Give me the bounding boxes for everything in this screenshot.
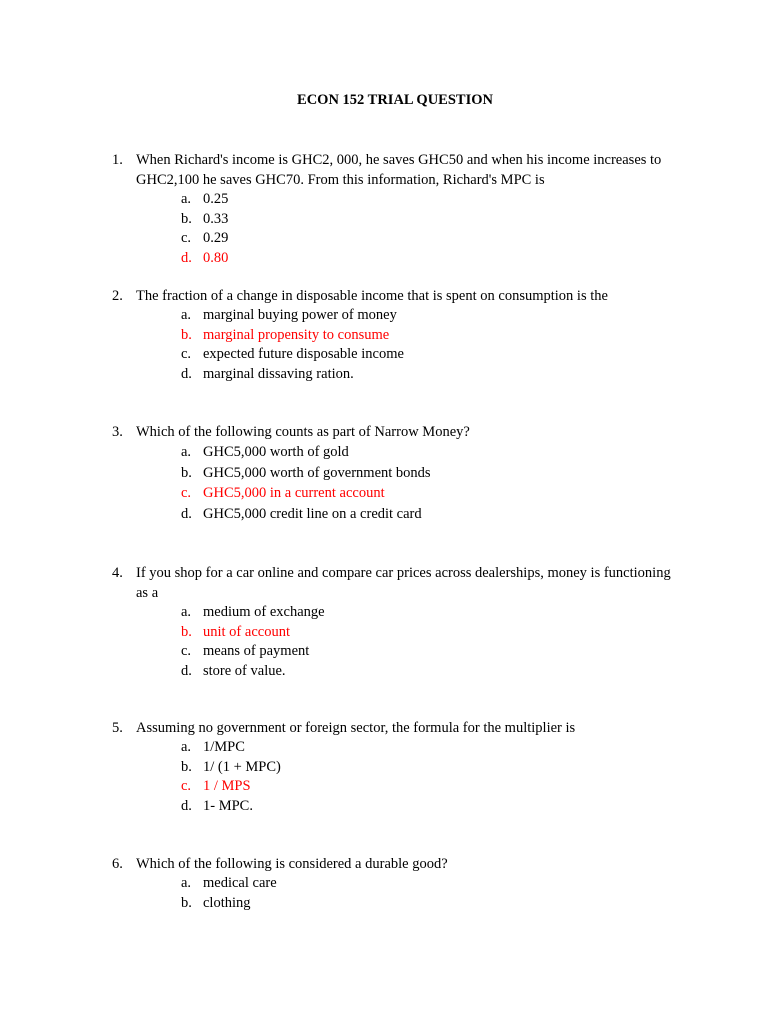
option-d [181, 797, 672, 817]
option-d-correct [181, 249, 672, 269]
question-text: Which of the following counts as part of Narrow Money? [136, 424, 470, 440]
question-stem [112, 286, 672, 306]
option-letter: a. [181, 307, 192, 323]
option-a [181, 603, 672, 623]
option-letter: a. [181, 739, 192, 755]
option-c [181, 642, 672, 662]
option-b [181, 463, 672, 484]
option-text: 0.25 [203, 191, 229, 207]
option-b-correct [181, 623, 672, 643]
option-text: 0.80 [203, 249, 229, 266]
option-c-correct [181, 483, 672, 504]
question-1 [112, 150, 672, 268]
option-c [181, 229, 672, 249]
option-text: 1- MPC. [203, 797, 253, 814]
option-a [181, 190, 672, 210]
option-b [181, 210, 672, 230]
option-letter: b. [181, 464, 192, 481]
option-text: 0.29 [203, 230, 229, 246]
question-stem [112, 150, 672, 190]
question-number: 1. [112, 152, 123, 168]
option-letter: a. [181, 604, 192, 620]
option-c-correct [181, 777, 672, 797]
option-d [181, 365, 672, 385]
question-stem [112, 718, 672, 738]
option-letter: b. [181, 894, 192, 911]
option-text: marginal propensity to consume [203, 326, 390, 343]
question-text: The fraction of a change in disposable income that is spent on consumption is the [136, 288, 608, 304]
option-letter: d. [181, 662, 192, 679]
option-text: medium of exchange [203, 604, 325, 620]
option-a [181, 442, 672, 463]
option-letter: b. [181, 758, 192, 775]
option-text: 0.33 [203, 210, 229, 227]
option-b [181, 894, 672, 914]
option-letter: b. [181, 210, 192, 227]
option-letter: c. [181, 485, 192, 501]
option-c [181, 345, 672, 365]
question-number: 4. [112, 565, 123, 581]
option-a [181, 306, 672, 326]
option-b [181, 758, 672, 778]
option-letter: d. [181, 797, 192, 814]
option-text: means of payment [203, 643, 310, 659]
option-text: medical care [203, 875, 277, 891]
option-text: GHC5,000 worth of gold [203, 444, 349, 460]
option-text: 1/MPC [203, 739, 245, 755]
option-text: marginal buying power of money [203, 307, 397, 323]
question-text: Which of the following is considered a durable good? [136, 856, 448, 872]
option-text: 1 / MPS [203, 778, 251, 794]
question-6 [112, 854, 672, 913]
question-text: When Richard's income is GHC2, 000, he saves GHC50 and when his income increases to GHC2,100 he saves GHC70. From this information, Richard's MPC is [136, 152, 662, 188]
option-letter: d. [181, 505, 192, 522]
option-letter: c. [181, 643, 192, 659]
option-letter: a. [181, 875, 192, 891]
question-2 [112, 286, 672, 384]
question-3 [112, 422, 672, 524]
question-number: 6. [112, 856, 123, 872]
option-text: 1/ (1 + MPC) [203, 758, 281, 775]
option-letter: b. [181, 623, 192, 640]
option-text: GHC5,000 credit line on a credit card [203, 505, 422, 522]
option-d [181, 662, 672, 682]
option-letter: c. [181, 346, 192, 362]
option-text: expected future disposable income [203, 346, 404, 362]
question-4 [112, 563, 672, 681]
option-a [181, 874, 672, 894]
question-stem [112, 563, 672, 603]
question-number: 2. [112, 288, 123, 304]
question-number: 5. [112, 720, 123, 736]
option-letter: b. [181, 326, 192, 343]
option-text: clothing [203, 894, 251, 911]
option-letter: c. [181, 230, 192, 246]
option-text: GHC5,000 worth of government bonds [203, 464, 431, 481]
option-letter: a. [181, 191, 192, 207]
question-number: 3. [112, 424, 123, 440]
option-letter: a. [181, 444, 192, 460]
option-text: store of value. [203, 662, 286, 679]
option-text: GHC5,000 in a current account [203, 485, 385, 501]
question-5 [112, 718, 672, 816]
option-text: marginal dissaving ration. [203, 365, 354, 382]
option-d [181, 504, 672, 525]
option-b-correct [181, 326, 672, 346]
option-a [181, 738, 672, 758]
question-text: If you shop for a car online and compare car prices across dealerships, money is functioning as a [136, 565, 671, 601]
option-letter: c. [181, 778, 192, 794]
option-letter: d. [181, 249, 192, 266]
page-title: ECON 152 TRIAL QUESTION [297, 92, 493, 108]
question-stem [112, 422, 672, 442]
question-text: Assuming no government or foreign sector, the formula for the multiplier is [136, 720, 576, 736]
option-letter: d. [181, 365, 192, 382]
option-text: unit of account [203, 623, 290, 640]
question-stem [112, 854, 672, 874]
